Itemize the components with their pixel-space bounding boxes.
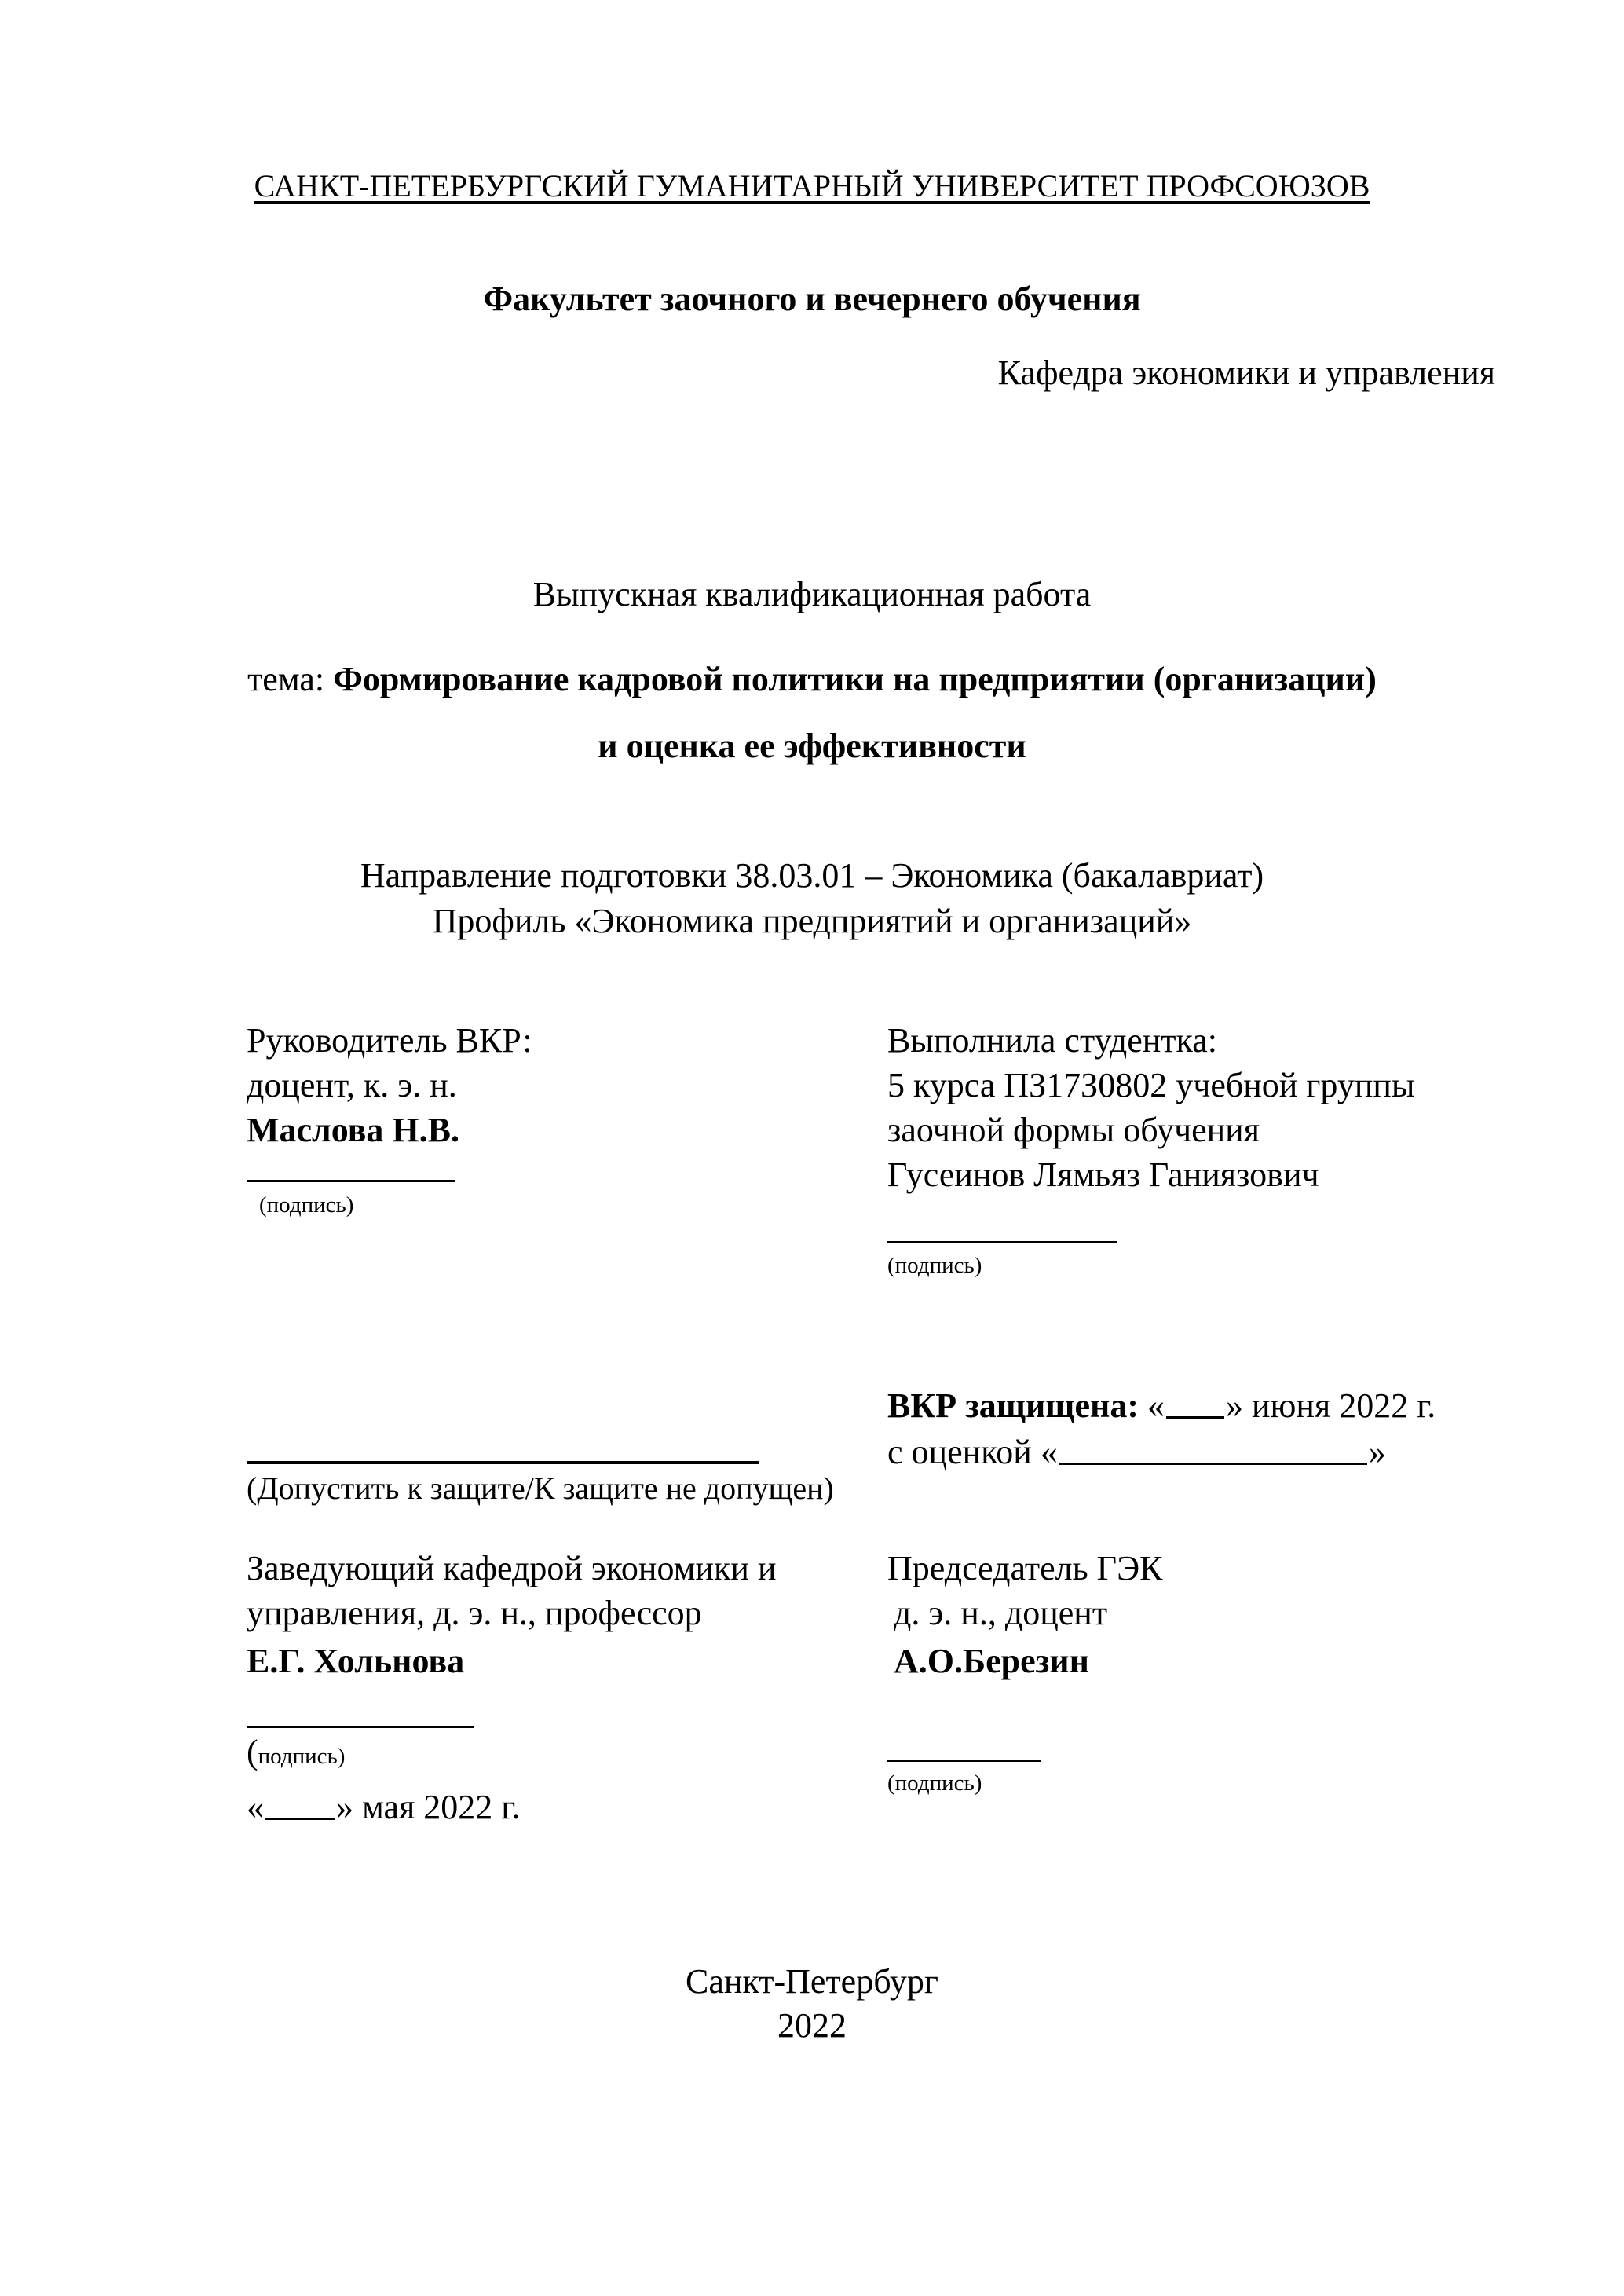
gek-chair-degree: д. э. н., доцент (894, 1594, 1108, 1632)
student-course-group: 5 курса ПЗ17З0802 учебной группы (887, 1066, 1415, 1104)
topic-line-1 (0, 660, 1624, 700)
topic-line-2: и оценка ее эффективности (598, 727, 1026, 765)
supervisor-label: Руководитель ВКР: (247, 1021, 532, 1060)
student-label: Выполнила студентка: (887, 1021, 1217, 1060)
defense-grade-close: » (1368, 1433, 1386, 1471)
footer-city: Санкт-Петербург (686, 1962, 938, 2001)
head-date-line (247, 1782, 520, 1828)
head-signature-text: подпись) (258, 1744, 346, 1769)
student-name: Гусеинов Лямьяз Ганиязович (887, 1155, 1319, 1194)
student-signature-caption: (подпись) (887, 1253, 982, 1278)
gek-chair-signature-caption: (подпись) (887, 1771, 982, 1796)
admission-signature-line (247, 1461, 759, 1464)
gek-chair-signature-line (887, 1760, 1041, 1762)
defense-date-close: » июня 2022 г. (1226, 1386, 1436, 1425)
gek-chair-label: Председатель ГЭК (887, 1549, 1163, 1587)
faculty-name: Факультет заочного и вечернего обучения (483, 280, 1141, 318)
head-day-blank[interactable] (265, 1783, 335, 1820)
footer-year: 2022 (777, 2006, 847, 2045)
topic-prefix: тема: (247, 660, 325, 698)
head-signature-paren: ( (247, 1733, 258, 1771)
head-signature-line (247, 1726, 474, 1728)
gek-chair-name: А.О.Березин (894, 1642, 1090, 1680)
head-title-line-2: управления, д. э. н., профессор (247, 1594, 702, 1632)
head-name: Е.Г. Хольнова (247, 1642, 465, 1680)
defense-date-line (887, 1380, 1436, 1426)
university-name: САНКТ-ПЕТЕРБУРГСКИЙ ГУМАНИТАРНЫЙ УНИВЕРСИТЕТ ПРОФСОЮЗОВ (254, 168, 1370, 203)
defense-date-open: « (1147, 1386, 1165, 1425)
topic-title-1: Формирование кадровой политики на предприятии (организации) (333, 660, 1377, 698)
supervisor-degree: доцент, к. э. н. (247, 1066, 457, 1104)
supervisor-signature-caption: (подпись) (259, 1192, 354, 1218)
head-date-open: « (247, 1788, 264, 1826)
defense-label: ВКР защищена: (887, 1386, 1139, 1425)
supervisor-name: Маслова Н.В. (247, 1111, 459, 1149)
profile: Профиль «Экономика предприятий и организаций» (432, 902, 1192, 940)
admission-caption: (Допустить к защите/К защите не допущен) (247, 1470, 834, 1506)
defense-grade-prefix: с оценкой « (887, 1433, 1058, 1471)
direction: Направление подготовки 38.03.01 – Экономика (бакалавриат) (360, 856, 1264, 895)
student-study-form: заочной формы обучения (887, 1111, 1260, 1149)
defense-grade-line (887, 1426, 1386, 1473)
supervisor-signature-line (247, 1180, 455, 1182)
department-name: Кафедра экономики и управления (997, 353, 1495, 392)
defense-day-blank[interactable] (1166, 1382, 1224, 1419)
head-signature-caption (247, 1733, 345, 1773)
defense-grade-blank[interactable] (1059, 1428, 1367, 1465)
head-title-line-1: Заведующий кафедрой экономики и (247, 1549, 777, 1587)
work-type: Выпускная квалификационная работа (532, 575, 1092, 613)
head-date-close: » мая 2022 г. (336, 1788, 521, 1826)
student-signature-line (887, 1241, 1117, 1243)
